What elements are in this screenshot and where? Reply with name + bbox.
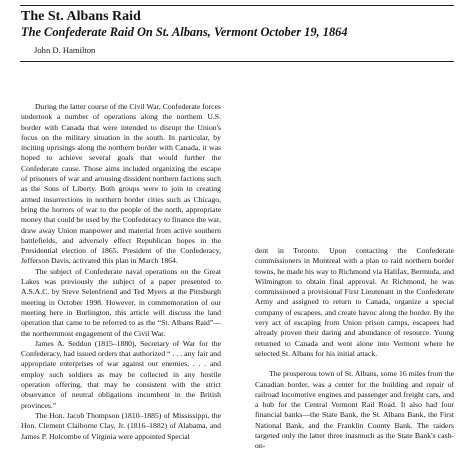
left-column bbox=[21, 102, 221, 442]
author-name: John D. Hamilton bbox=[34, 45, 96, 55]
header-rule bbox=[20, 61, 454, 62]
article-subtitle: The Confederate Raid On St. Albans, Vermont October 19, 1864 bbox=[21, 25, 348, 39]
article-title: The St. Albans Raid bbox=[21, 9, 141, 24]
paragraph: dent in Toronto. Upon contacting the Confederate commissioners in Montreal with a plan to raid northern border towns, he made his way to Richmond via Halifax, Bermuda, and Wilmington to obtain final approval. At Richmond, he was commissioned a provisional First Lieutenant in the Confederate Army and assigned to return to Canada, organize a special company of escapees, and create havoc along the border. By the very act of escaping from Union prison camps, escapees had already proven their daring and abundance of resource. Young returned to Canada and went alone into Vermont where he selected St. Albans for his initial attack. bbox=[255, 246, 454, 358]
paragraph: During the latter course of the Civil War, Confederate forces undertook a number of operations along the northern U.S. border with Canada that were intended to disrupt the Union's focus on the military situation in the south. In particular, by inciting uprisings along the northern border with Canada, it was hoped to achieve several goals that would further the Confederate cause. Those aims included organizing the escape of prisoners of war and arousing dissident northern factions such as the Sons of Liberty. Both groups were to join in creating armed insurrections in northern border cities such as Chicago, bring the horrors of war to the people of the north, appropriate money that could be used by the Confederacy to finance the war, draw away Union manpower and material from active southern battlefields, and adversely effect Republican hopes in the Presidential election of 1865. President of the Confederacy, Jefferson Davis, activated this plan in March 1864. bbox=[21, 102, 221, 266]
paragraph: The prosperous town of St. Albans, some 16 miles from the Canadian border, was a center for the building and repair of railroad locomotive engines and passenger and freight cars, and a hub for the Central Vermont Rail Road. It also had four financial banks—the State Bank, the St. Albans Bank, the First National Bank, and the Franklin County Bank. The raiders targeted only the latter three inasmuch as the State Bank's cash-on- bbox=[255, 369, 454, 451]
right-column bbox=[255, 246, 454, 452]
paragraph: The subject of Confederate naval operations on the Great Lakes was previously the subject of a paper presented to A.S.A.C. by Steve Selenfriend and Ted Myers at the Pittsburgh meeting in October 1998. However, in commemoration of our meeting here in Burlington, this article will discuss the land operation that came to be referred to as the “St. Albans Raid”—the northernmost engagement of the Civil War. bbox=[21, 266, 221, 338]
top-rule bbox=[20, 5, 454, 6]
paragraph: James A. Seddon (1815–1880), Secretary of War for the Confederacy, had issued orders that authorized “ . . . any fair and appropriate enterprises of war against our enemies, . . . and employ such soldiers as may be collected in any hostile operation offering, that may be consistent with the strict observance of neutral obligations incumbent in the British provinces.” bbox=[21, 338, 221, 410]
paragraph: The Hon. Jacob Thompson (1810–1885) of Mississippi, the Hon. Clement Claiborne Clay, Jr. (1816–1882) of Alabama, and James P. Holcombe of Virginia were appointed Special bbox=[21, 410, 221, 441]
